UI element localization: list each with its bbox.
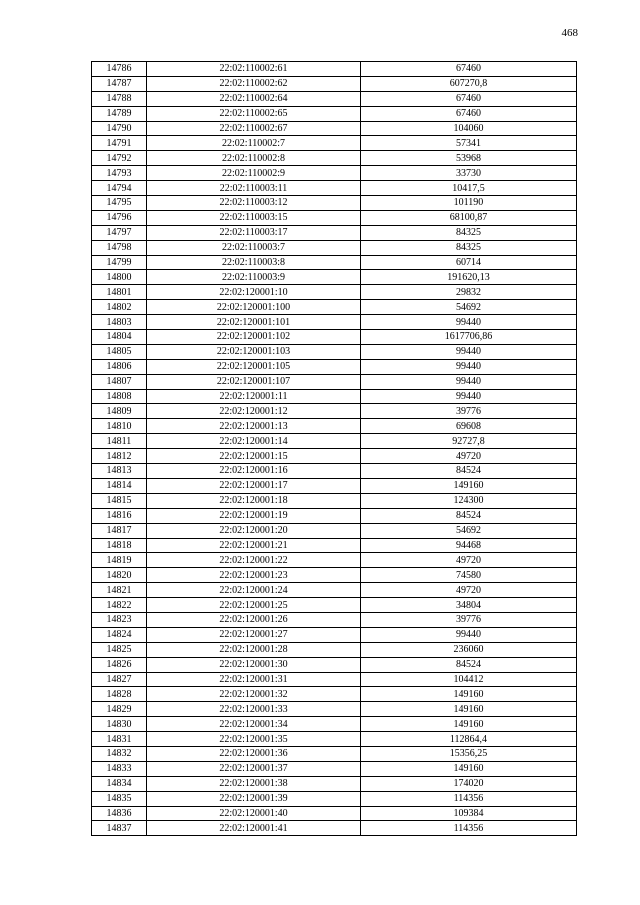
table-row — [92, 776, 577, 791]
row-number-cell: 14810 — [92, 419, 147, 434]
value-cell: 84524 — [361, 508, 577, 523]
cadastral-number-cell: 22:02:120001:15 — [147, 449, 361, 464]
row-number-cell: 14787 — [92, 76, 147, 91]
table-row — [92, 166, 577, 181]
row-number-cell: 14837 — [92, 821, 147, 836]
cadastral-number-cell: 22:02:120001:13 — [147, 419, 361, 434]
value-cell: 57341 — [361, 136, 577, 151]
table-row — [92, 791, 577, 806]
row-number-cell: 14801 — [92, 285, 147, 300]
table-row — [92, 374, 577, 389]
value-cell: 49720 — [361, 583, 577, 598]
value-cell: 84325 — [361, 225, 577, 240]
row-number-cell: 14804 — [92, 330, 147, 345]
table-row — [92, 657, 577, 672]
value-cell: 174020 — [361, 776, 577, 791]
row-number-cell: 14807 — [92, 374, 147, 389]
cadastral-number-cell: 22:02:120001:28 — [147, 642, 361, 657]
value-cell: 29832 — [361, 285, 577, 300]
row-number-cell: 14818 — [92, 538, 147, 553]
value-cell: 109384 — [361, 806, 577, 821]
row-number-cell: 14799 — [92, 255, 147, 270]
row-number-cell: 14806 — [92, 359, 147, 374]
cadastral-number-cell: 22:02:120001:23 — [147, 568, 361, 583]
table-row — [92, 672, 577, 687]
row-number-cell: 14789 — [92, 106, 147, 121]
row-number-cell: 14821 — [92, 583, 147, 598]
cadastral-number-cell: 22:02:120001:38 — [147, 776, 361, 791]
cadastral-number-cell: 22:02:120001:101 — [147, 315, 361, 330]
cadastral-number-cell: 22:02:120001:25 — [147, 598, 361, 613]
table-body — [92, 62, 577, 836]
value-cell: 191620,13 — [361, 270, 577, 285]
table-row — [92, 91, 577, 106]
cadastral-number-cell: 22:02:120001:41 — [147, 821, 361, 836]
row-number-cell: 14791 — [92, 136, 147, 151]
row-number-cell: 14800 — [92, 270, 147, 285]
table-row — [92, 106, 577, 121]
cadastral-number-cell: 22:02:120001:103 — [147, 344, 361, 359]
table-row — [92, 493, 577, 508]
value-cell: 99440 — [361, 344, 577, 359]
table-row — [92, 821, 577, 836]
table-row — [92, 136, 577, 151]
value-cell: 149160 — [361, 702, 577, 717]
cadastral-number-cell: 22:02:120001:34 — [147, 717, 361, 732]
row-number-cell: 14797 — [92, 225, 147, 240]
cadastral-number-cell: 22:02:120001:17 — [147, 478, 361, 493]
row-number-cell: 14831 — [92, 732, 147, 747]
table-row — [92, 478, 577, 493]
row-number-cell: 14793 — [92, 166, 147, 181]
row-number-cell: 14814 — [92, 478, 147, 493]
row-number-cell: 14834 — [92, 776, 147, 791]
value-cell: 34804 — [361, 598, 577, 613]
row-number-cell: 14822 — [92, 598, 147, 613]
value-cell: 68100,87 — [361, 210, 577, 225]
cadastral-number-cell: 22:02:110003:7 — [147, 240, 361, 255]
table-row — [92, 344, 577, 359]
cadastral-number-cell: 22:02:120001:35 — [147, 732, 361, 747]
row-number-cell: 14812 — [92, 449, 147, 464]
cadastral-number-cell: 22:02:110003:8 — [147, 255, 361, 270]
cadastral-number-cell: 22:02:120001:100 — [147, 300, 361, 315]
cadastral-number-cell: 22:02:110003:17 — [147, 225, 361, 240]
table-row — [92, 806, 577, 821]
value-cell: 49720 — [361, 553, 577, 568]
row-number-cell: 14809 — [92, 404, 147, 419]
cadastral-number-cell: 22:02:120001:27 — [147, 627, 361, 642]
row-number-cell: 14802 — [92, 300, 147, 315]
table-row — [92, 434, 577, 449]
row-number-cell: 14825 — [92, 642, 147, 657]
value-cell: 99440 — [361, 374, 577, 389]
cadastral-number-cell: 22:02:120001:32 — [147, 687, 361, 702]
value-cell: 10417,5 — [361, 181, 577, 196]
cadastral-number-cell: 22:02:120001:19 — [147, 508, 361, 523]
row-number-cell: 14820 — [92, 568, 147, 583]
value-cell: 94468 — [361, 538, 577, 553]
value-cell: 84325 — [361, 240, 577, 255]
table-row — [92, 330, 577, 345]
value-cell: 99440 — [361, 389, 577, 404]
cadastral-number-cell: 22:02:110002:7 — [147, 136, 361, 151]
row-number-cell: 14827 — [92, 672, 147, 687]
value-cell: 33730 — [361, 166, 577, 181]
value-cell: 39776 — [361, 612, 577, 627]
table-row — [92, 300, 577, 315]
row-number-cell: 14813 — [92, 464, 147, 479]
value-cell: 104060 — [361, 121, 577, 136]
cadastral-number-cell: 22:02:120001:105 — [147, 359, 361, 374]
row-number-cell: 14828 — [92, 687, 147, 702]
value-cell: 149160 — [361, 687, 577, 702]
value-cell: 99440 — [361, 627, 577, 642]
value-cell: 54692 — [361, 300, 577, 315]
table-row — [92, 76, 577, 91]
row-number-cell: 14811 — [92, 434, 147, 449]
cadastral-number-cell: 22:02:110002:9 — [147, 166, 361, 181]
cadastral-number-cell: 22:02:120001:14 — [147, 434, 361, 449]
cadastral-number-cell: 22:02:120001:40 — [147, 806, 361, 821]
table-row — [92, 285, 577, 300]
value-cell: 67460 — [361, 91, 577, 106]
row-number-cell: 14830 — [92, 717, 147, 732]
table-row — [92, 553, 577, 568]
table-row — [92, 717, 577, 732]
value-cell: 53968 — [361, 151, 577, 166]
table-row — [92, 121, 577, 136]
table-row — [92, 538, 577, 553]
value-cell: 84524 — [361, 464, 577, 479]
cadastral-number-cell: 22:02:120001:31 — [147, 672, 361, 687]
table-row — [92, 642, 577, 657]
table-row — [92, 523, 577, 538]
row-number-cell: 14817 — [92, 523, 147, 538]
cadastral-number-cell: 22:02:110002:67 — [147, 121, 361, 136]
table-row — [92, 359, 577, 374]
table-row — [92, 151, 577, 166]
table-row — [92, 568, 577, 583]
value-cell: 69608 — [361, 419, 577, 434]
table-row — [92, 687, 577, 702]
cadastral-number-cell: 22:02:120001:18 — [147, 493, 361, 508]
cadastral-number-cell: 22:02:110003:9 — [147, 270, 361, 285]
value-cell: 149160 — [361, 717, 577, 732]
row-number-cell: 14794 — [92, 181, 147, 196]
value-cell: 15356,25 — [361, 746, 577, 761]
row-number-cell: 14835 — [92, 791, 147, 806]
table-row — [92, 627, 577, 642]
table-row — [92, 255, 577, 270]
row-number-cell: 14805 — [92, 344, 147, 359]
table-row — [92, 62, 577, 77]
cadastral-number-cell: 22:02:120001:11 — [147, 389, 361, 404]
table-row — [92, 746, 577, 761]
value-cell: 67460 — [361, 106, 577, 121]
table-row — [92, 702, 577, 717]
row-number-cell: 14796 — [92, 210, 147, 225]
value-cell: 607270,8 — [361, 76, 577, 91]
value-cell: 112864,4 — [361, 732, 577, 747]
value-cell: 92727,8 — [361, 434, 577, 449]
cadastral-number-cell: 22:02:110003:15 — [147, 210, 361, 225]
row-number-cell: 14833 — [92, 761, 147, 776]
cadastral-number-cell: 22:02:110002:65 — [147, 106, 361, 121]
value-cell: 104412 — [361, 672, 577, 687]
table-row — [92, 240, 577, 255]
row-number-cell: 14803 — [92, 315, 147, 330]
value-cell: 101190 — [361, 196, 577, 211]
cadastral-number-cell: 22:02:110003:12 — [147, 196, 361, 211]
cadastral-number-cell: 22:02:110002:61 — [147, 62, 361, 77]
cadastral-number-cell: 22:02:110002:62 — [147, 76, 361, 91]
cadastral-number-cell: 22:02:120001:102 — [147, 330, 361, 345]
cadastral-number-cell: 22:02:120001:26 — [147, 612, 361, 627]
cadastral-number-cell: 22:02:110003:11 — [147, 181, 361, 196]
table-row — [92, 419, 577, 434]
row-number-cell: 14786 — [92, 62, 147, 77]
table-row — [92, 270, 577, 285]
value-cell: 114356 — [361, 821, 577, 836]
value-cell: 149160 — [361, 761, 577, 776]
row-number-cell: 14832 — [92, 746, 147, 761]
row-number-cell: 14824 — [92, 627, 147, 642]
table-row — [92, 449, 577, 464]
row-number-cell: 14829 — [92, 702, 147, 717]
value-cell: 39776 — [361, 404, 577, 419]
table-row — [92, 732, 577, 747]
table-row — [92, 583, 577, 598]
table-row — [92, 196, 577, 211]
cadastral-number-cell: 22:02:120001:33 — [147, 702, 361, 717]
value-cell: 84524 — [361, 657, 577, 672]
value-cell: 49720 — [361, 449, 577, 464]
cadastral-number-cell: 22:02:110002:8 — [147, 151, 361, 166]
table-row — [92, 404, 577, 419]
row-number-cell: 14788 — [92, 91, 147, 106]
row-number-cell: 14808 — [92, 389, 147, 404]
table-row — [92, 761, 577, 776]
table-row — [92, 598, 577, 613]
table-row — [92, 315, 577, 330]
value-cell: 149160 — [361, 478, 577, 493]
cadastral-number-cell: 22:02:120001:10 — [147, 285, 361, 300]
row-number-cell: 14798 — [92, 240, 147, 255]
value-cell: 114356 — [361, 791, 577, 806]
cadastral-number-cell: 22:02:110002:64 — [147, 91, 361, 106]
cadastral-number-cell: 22:02:120001:20 — [147, 523, 361, 538]
row-number-cell: 14790 — [92, 121, 147, 136]
cadastral-value-table — [91, 61, 577, 836]
table-row — [92, 612, 577, 627]
row-number-cell: 14792 — [92, 151, 147, 166]
cadastral-number-cell: 22:02:120001:16 — [147, 464, 361, 479]
value-cell: 236060 — [361, 642, 577, 657]
value-cell: 124300 — [361, 493, 577, 508]
cadastral-number-cell: 22:02:120001:21 — [147, 538, 361, 553]
cadastral-number-cell: 22:02:120001:107 — [147, 374, 361, 389]
value-cell: 1617706,86 — [361, 330, 577, 345]
cadastral-number-cell: 22:02:120001:37 — [147, 761, 361, 776]
row-number-cell: 14826 — [92, 657, 147, 672]
table-row — [92, 389, 577, 404]
cadastral-number-cell: 22:02:120001:24 — [147, 583, 361, 598]
cadastral-number-cell: 22:02:120001:39 — [147, 791, 361, 806]
row-number-cell: 14823 — [92, 612, 147, 627]
value-cell: 99440 — [361, 315, 577, 330]
cadastral-number-cell: 22:02:120001:22 — [147, 553, 361, 568]
page-number: 468 — [561, 27, 578, 39]
table-row — [92, 464, 577, 479]
table-row — [92, 210, 577, 225]
value-cell: 54692 — [361, 523, 577, 538]
row-number-cell: 14816 — [92, 508, 147, 523]
cadastral-number-cell: 22:02:120001:12 — [147, 404, 361, 419]
value-cell: 74580 — [361, 568, 577, 583]
cadastral-number-cell: 22:02:120001:36 — [147, 746, 361, 761]
table-row — [92, 225, 577, 240]
cadastral-number-cell: 22:02:120001:30 — [147, 657, 361, 672]
row-number-cell: 14836 — [92, 806, 147, 821]
row-number-cell: 14819 — [92, 553, 147, 568]
value-cell: 60714 — [361, 255, 577, 270]
value-cell: 67460 — [361, 62, 577, 77]
row-number-cell: 14815 — [92, 493, 147, 508]
table-row — [92, 181, 577, 196]
row-number-cell: 14795 — [92, 196, 147, 211]
value-cell: 99440 — [361, 359, 577, 374]
table-row — [92, 508, 577, 523]
